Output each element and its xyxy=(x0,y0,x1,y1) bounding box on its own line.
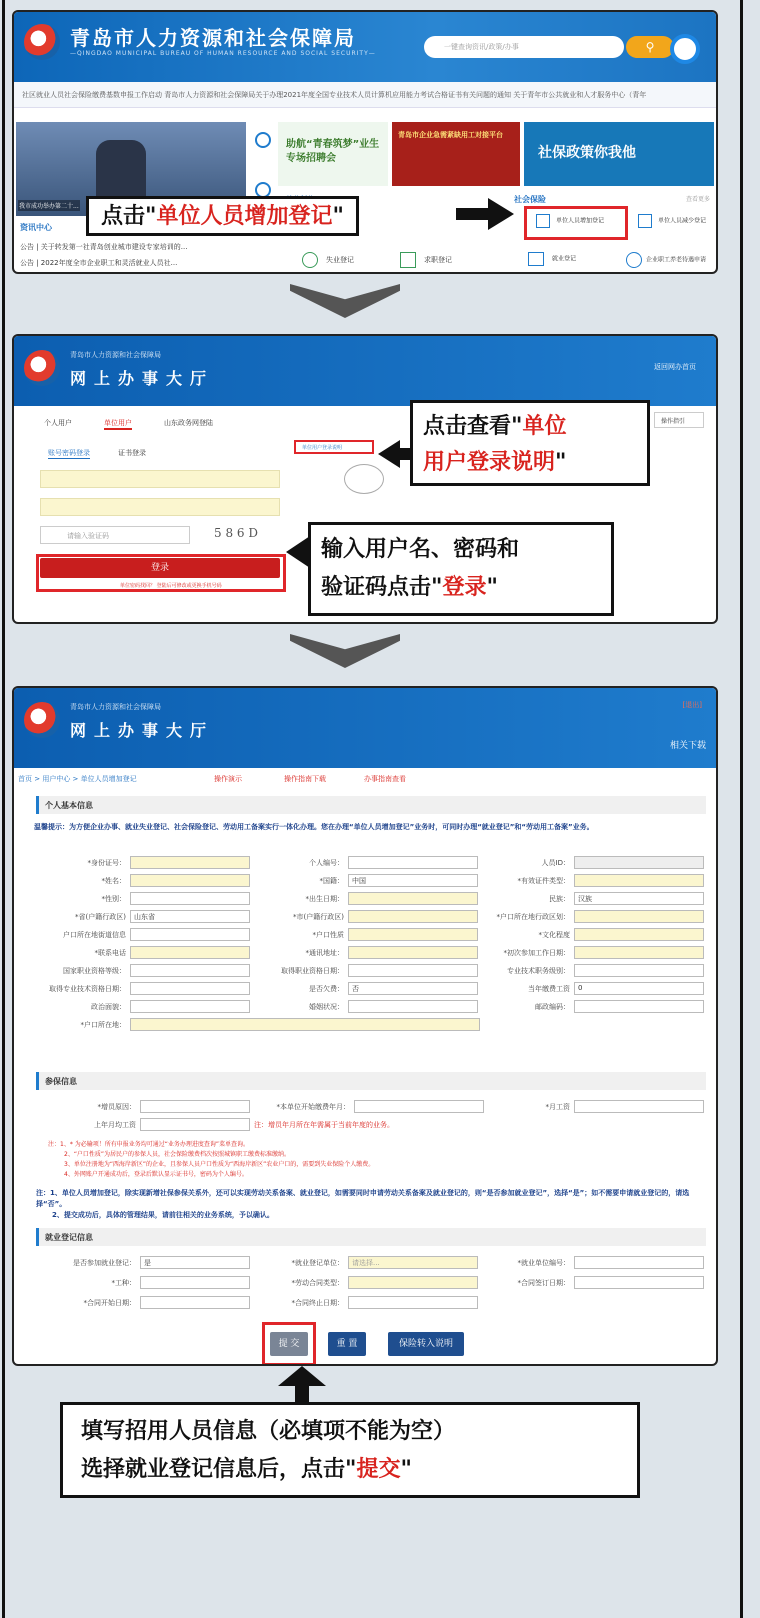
label-monthly-wage: *月工资 xyxy=(545,1103,570,1111)
label-tech-date: 取得专业技术资格日期： xyxy=(49,985,126,993)
callout-highlight: 提交 xyxy=(356,1457,401,1482)
education-select[interactable] xyxy=(574,928,704,941)
reason-select[interactable] xyxy=(140,1100,250,1113)
hukou-address-input[interactable] xyxy=(130,1018,480,1031)
label-job-type: *工种： xyxy=(111,1279,136,1287)
arrow-up-icon xyxy=(278,1366,326,1386)
person-uid-input[interactable] xyxy=(574,856,704,869)
briefcase-icon[interactable] xyxy=(255,132,271,148)
label-province: *省(户籍行政区) xyxy=(75,913,126,921)
callout-text: " xyxy=(400,1457,412,1482)
login-guide-link[interactable]: 单位用户登录说明 xyxy=(294,440,374,454)
left-border-line xyxy=(2,0,5,1618)
label-nationality: *国籍： xyxy=(319,877,344,885)
site-header xyxy=(14,12,716,82)
label-voc-date: 取得职业资格日期： xyxy=(281,967,344,975)
label-birth: *出生日期： xyxy=(305,895,344,903)
logout-link[interactable]: [退出] xyxy=(682,701,702,709)
banner-policy[interactable]: 社保政策你我他 xyxy=(524,122,714,186)
service-icon xyxy=(400,252,416,268)
forgot-password-link[interactable]: 单位密码找回？ 登陆后可修改或更换手机号码 xyxy=(120,583,222,589)
site-subtitle: —QINGDAO MUNICIPAL BUREAU OF HUMAN RESOURCE AND SOCIAL SECURITY— xyxy=(70,50,376,57)
unit-code-input[interactable] xyxy=(574,1256,704,1269)
process-link[interactable]: 办事指南查看 xyxy=(364,775,406,783)
phone-input[interactable] xyxy=(130,946,250,959)
label-phone: *联系电话 xyxy=(94,949,126,957)
arrow-up-icon xyxy=(295,1384,309,1402)
step1-callout xyxy=(86,196,359,236)
label-political: 政治面貌： xyxy=(91,1003,126,1011)
ethnic-select[interactable]: 汉族 xyxy=(574,892,704,905)
sign-date-input[interactable] xyxy=(574,1276,704,1289)
portal-title: 网上办事大厅 xyxy=(70,721,215,740)
illustration-image xyxy=(344,464,384,494)
search-icon: ⚲ xyxy=(645,40,655,54)
callout-text: 点击查看" xyxy=(423,414,523,439)
monthly-wage-input[interactable] xyxy=(574,1100,704,1113)
search-button[interactable] xyxy=(626,36,674,58)
job-type-input[interactable] xyxy=(140,1276,250,1289)
label-person-id: 个人编号： xyxy=(309,859,344,867)
return-home-link[interactable]: 返回网办首页 xyxy=(654,363,696,371)
search-input[interactable]: 一键查询资讯/政策/办事 xyxy=(424,36,624,58)
person-remove-icon xyxy=(638,214,652,228)
label-id-type: *有效证件类型： xyxy=(517,877,570,885)
arrow-left-icon xyxy=(378,440,400,468)
province-select[interactable]: 山东省 xyxy=(130,910,250,923)
label-gender: *性别： xyxy=(101,895,126,903)
news-ticker[interactable]: 社区就业人员社会保险缴费基数申报工作启动 青岛市人力资源和社会保障局关于办理2021年度全国专业技术人员计算机应用能力考试合格证书有关问题的通知 关于青年市公共就业和人才服务中心（青年 xyxy=(14,82,716,108)
label-person-uid: 人员ID： xyxy=(541,859,570,867)
step3-callout xyxy=(60,1402,640,1498)
more-link[interactable]: 查看更多 xyxy=(686,196,711,203)
voc-date-input[interactable] xyxy=(348,964,478,977)
label-vocational-level: 国家职业资格等级： xyxy=(63,967,126,975)
highlight-box xyxy=(524,206,628,240)
service-label: 求职登记 xyxy=(424,256,452,264)
callout-line: 填写招用人员信息（必填项不能为空） xyxy=(81,1419,456,1444)
callout-text: 点击" xyxy=(101,204,157,229)
callout-line xyxy=(321,569,601,607)
label-hukou-district: *户口所在地行政区划： xyxy=(496,913,570,921)
label-contract-start: *合同开始日期： xyxy=(83,1299,136,1307)
service-label: 单位人员增加登记 xyxy=(556,217,605,225)
login-panel xyxy=(12,334,718,624)
tech-date-input[interactable] xyxy=(130,982,250,995)
note-line: 2、提交成功后，具体的管理结果，请前往相关的业务系统，予以确认。 xyxy=(52,1211,274,1219)
portal-title: 网上办事大厅 xyxy=(70,369,215,388)
service-icon xyxy=(626,252,642,268)
transfer-button[interactable]: 保险转入说明 xyxy=(388,1332,464,1356)
label-last-wage: 上年月均工资 xyxy=(94,1121,136,1129)
captcha-input[interactable]: 请输入验证码 xyxy=(40,526,190,544)
label-idcard: *身份证号： xyxy=(87,859,126,867)
id-type-select[interactable] xyxy=(574,874,704,887)
wage-note: 注：增员年月所在年需属于当前年度的业务。 xyxy=(254,1121,394,1129)
label-education: *文化程度 xyxy=(538,931,570,939)
callout-text: " xyxy=(555,450,567,475)
callout-highlight: 登录 xyxy=(442,575,487,600)
highlight-box xyxy=(36,554,286,592)
callout-text: " xyxy=(486,575,498,600)
notes-blue xyxy=(36,1188,702,1221)
label-salary: 当年缴费工资 xyxy=(528,985,570,993)
bureau-logo-icon xyxy=(24,702,60,738)
banner-job-fair[interactable]: 助航“青春筑梦”业生专场招聘会 xyxy=(278,122,388,186)
service-label: 单位人员减少登记 xyxy=(658,217,707,225)
callout-line xyxy=(81,1451,619,1489)
callout-text: 选择就业登记信息后，点击" xyxy=(81,1457,357,1482)
service-icon xyxy=(528,252,544,266)
login-account-tab[interactable]: 账号密码登录 xyxy=(48,449,90,457)
address-input[interactable] xyxy=(348,946,478,959)
person-id-input[interactable] xyxy=(348,856,478,869)
news-item[interactable]: 公告 | 2022年度全市企业职工和灵活就业人员社... xyxy=(20,259,178,267)
warm-tip: 温馨提示：为方便企业办事、就业失业登记、社会保险登记、劳动用工备案实行一体化办理。您在办理“单位人员增加登记”业务时，可同时办理“就业登记”和“劳动用工备案”业务。 xyxy=(34,823,594,831)
service-label: 失业登记 xyxy=(326,256,354,264)
guide-button[interactable]: 操作指引 xyxy=(654,412,704,428)
callout-line: 输入用户名、密码和 xyxy=(321,537,520,562)
form-panel xyxy=(12,686,718,1366)
right-border-line xyxy=(740,0,743,1618)
label-employ-unit: *就业登记单位： xyxy=(291,1259,344,1267)
note-line: 注：1、* 为必输项！所有申报业务均可通过“业务办理进度查询”菜单查询。 xyxy=(48,1141,249,1148)
login-cert-tab[interactable]: 证书登录 xyxy=(118,449,146,457)
highlight-box xyxy=(262,1322,316,1366)
street-select[interactable] xyxy=(130,928,250,941)
callout-highlight: 单位 xyxy=(522,414,567,439)
idcard-input[interactable] xyxy=(130,856,250,869)
label-join-employment: 是否参加就业登记： xyxy=(73,1259,136,1267)
notes-red xyxy=(48,1140,374,1180)
note-line: 注：1、单位人员增加登记，除实现新增社保参保关系外，还可以实现劳动关系备案、就业登记，如需要同时申请劳动关系备案及就业登记的，则“是否参加就业登记”，选择“是”；如不需要申请就业登记的，请选择“否”。 xyxy=(36,1189,690,1208)
label-marital: 婚姻状况： xyxy=(309,1003,344,1011)
form-grid xyxy=(14,852,718,1052)
gender-select[interactable] xyxy=(130,892,250,905)
arrears-select[interactable]: 否 xyxy=(348,982,478,995)
service-employment-reg[interactable] xyxy=(528,252,576,266)
service-icon xyxy=(302,252,318,268)
breadcrumb[interactable]: 首页 > 用户中心 > 单位人员增加登记 xyxy=(18,775,137,783)
tab-personal[interactable]: 个人用户 xyxy=(44,419,72,427)
banner-enterprise[interactable]: 青岛市企业急需紧缺用工对接平台 xyxy=(392,122,520,186)
tab-shandong[interactable]: 山东政务网登陆 xyxy=(164,419,213,427)
label-contract-type: *劳动合同类型： xyxy=(291,1279,344,1287)
service-unemployment[interactable] xyxy=(302,252,354,268)
note-line: 4、外网账户开通成功后，登录后默认显示证书号，密码为个人编号。 xyxy=(64,1171,248,1178)
label-address: *通讯地址： xyxy=(305,949,344,957)
guide-download-link[interactable]: 操作指南下载 xyxy=(284,775,326,783)
org-name: 青岛市人力资源和社会保障局 xyxy=(70,703,161,711)
news-item[interactable]: 公告 | 关于转发第一社青岛创业城市建设专家培训的... xyxy=(20,243,188,251)
hukou-type-select[interactable] xyxy=(348,928,478,941)
label-pay-start: *本单位开始缴费年月： xyxy=(276,1103,350,1111)
label-contract-end: *合同终止日期： xyxy=(291,1299,344,1307)
service-pension[interactable] xyxy=(626,252,716,268)
contract-type-select[interactable] xyxy=(348,1276,478,1289)
callout-highlight: 单位人员增加登记 xyxy=(156,204,333,229)
bureau-logo-icon xyxy=(24,24,60,60)
label-reason: *增员原因： xyxy=(97,1103,136,1111)
bureau-logo-icon xyxy=(24,350,60,386)
homepage-panel xyxy=(12,10,718,274)
label-first-work: *初次参加工作日期： xyxy=(503,949,570,957)
chevron-down-icon xyxy=(290,284,400,318)
callout-line xyxy=(423,445,637,481)
salary-input[interactable]: 0 xyxy=(574,982,704,995)
label-hukou-type: *户口性质 xyxy=(312,931,344,939)
service-unit-reduce[interactable] xyxy=(638,214,706,228)
label-tech-rank: 专业技术职务级别： xyxy=(507,967,570,975)
service-job-seek[interactable] xyxy=(400,252,452,268)
last-wage-input[interactable] xyxy=(140,1118,250,1131)
login-button[interactable]: 登录 xyxy=(40,558,280,578)
tech-rank-select[interactable] xyxy=(574,964,704,977)
section-insurance: 参保信息 xyxy=(36,1072,706,1090)
callout-highlight: 用户登录说明 xyxy=(423,450,556,475)
marital-select[interactable] xyxy=(348,1000,478,1013)
service-label: 企业职工养老待遇申请 xyxy=(646,256,707,264)
label-unit-code: *就业单位编号： xyxy=(517,1259,570,1267)
label-ethnic: 民族： xyxy=(549,895,570,903)
political-select[interactable] xyxy=(130,1000,250,1013)
note-line: 2、“户口性质”为居民户的参保人员，社会保险缴费档次按照城镇职工缴费标准缴纳。 xyxy=(64,1151,291,1158)
note-line: 3、单位注册地为“西海岸新区”的企业，且参保人员户口性质为“西海岸新区”农业户口的，需要到失业保险个人缴费。 xyxy=(64,1161,375,1168)
news-heading[interactable]: 资讯中心 xyxy=(20,223,52,232)
step2-callout-guide xyxy=(410,400,650,486)
arrow-left-icon xyxy=(286,536,310,568)
password-input[interactable] xyxy=(40,498,280,516)
contract-end-input[interactable] xyxy=(348,1296,478,1309)
tab-social-insurance[interactable]: 社会保险 xyxy=(514,195,546,204)
label-city: *市(户籍行政区) xyxy=(293,913,344,921)
submit-button[interactable]: 提 交 xyxy=(270,1332,308,1356)
label-arrears: 是否欠费： xyxy=(309,985,344,993)
callout-line xyxy=(423,409,637,445)
section-employment: 就业登记信息 xyxy=(36,1228,706,1246)
form-header xyxy=(14,688,716,768)
tab-unit[interactable]: 单位用户 xyxy=(104,418,132,430)
chevron-down-icon xyxy=(290,634,400,668)
demo-link[interactable]: 操作演示 xyxy=(214,775,242,783)
arrow-right-icon xyxy=(488,198,514,230)
label-hukou-address: *户口所在地： xyxy=(80,1021,126,1029)
label-sign-date: *合同签订日期： xyxy=(517,1279,570,1287)
city-select[interactable] xyxy=(348,910,478,923)
service-label: 就业登记 xyxy=(552,255,577,263)
vocational-level-select[interactable] xyxy=(130,964,250,977)
pay-start-input[interactable] xyxy=(354,1100,484,1113)
label-name: *姓名： xyxy=(101,877,126,885)
login-header xyxy=(14,336,716,406)
join-employment-select[interactable]: 是 xyxy=(140,1256,250,1269)
download-link[interactable]: 相关下载 xyxy=(669,741,706,751)
employ-unit-select[interactable]: 请选择... xyxy=(348,1256,478,1269)
section-basic-info: 个人基本信息 xyxy=(36,796,706,814)
assistant-robot-icon[interactable] xyxy=(670,34,700,64)
step2-callout-login xyxy=(308,522,614,616)
callout-text: " xyxy=(332,204,344,229)
callout-text: 验证码点击" xyxy=(321,575,443,600)
org-name: 青岛市人力资源和社会保障局 xyxy=(70,351,161,359)
site-title: 青岛市人力资源和社会保障局 xyxy=(70,26,356,50)
postcode-input[interactable] xyxy=(574,1000,704,1013)
label-street: 户口所在地街道信息 xyxy=(63,931,126,939)
first-work-date-input[interactable] xyxy=(574,946,704,959)
birth-date-input[interactable] xyxy=(348,892,478,905)
contract-start-input[interactable] xyxy=(140,1296,250,1309)
name-input[interactable] xyxy=(130,874,250,887)
captcha-image[interactable]: 5 8 6 D xyxy=(214,526,258,540)
nationality-select[interactable]: 中国 xyxy=(348,874,478,887)
hukou-district-select[interactable] xyxy=(574,910,704,923)
username-input[interactable] xyxy=(40,470,280,488)
hero-caption[interactable]: 我市成功举办第二十... xyxy=(18,200,80,211)
reset-button[interactable]: 重 置 xyxy=(328,1332,366,1356)
label-postcode: 邮政编码： xyxy=(535,1003,570,1011)
